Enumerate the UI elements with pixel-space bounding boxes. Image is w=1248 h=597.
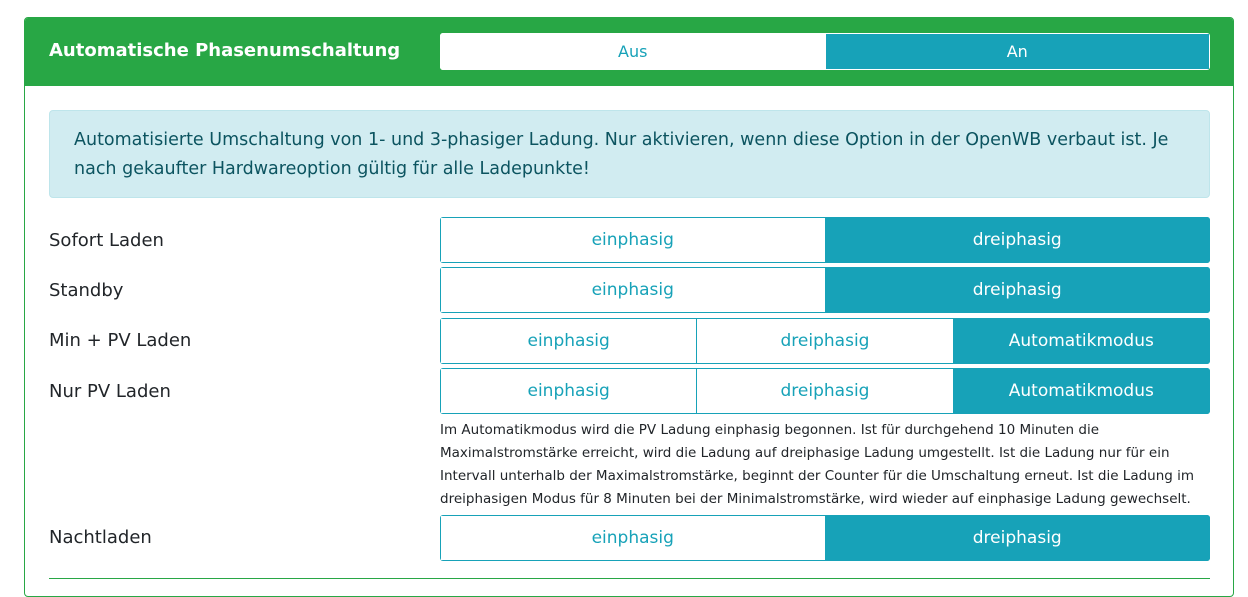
- sofort-dreiphasig-button[interactable]: dreiphasig: [826, 217, 1211, 263]
- info-alert: Automatisierte Umschaltung von 1- und 3-phasiger Ladung. Nur aktivieren, wenn diese Option in der OpenWB verbaut ist. Je nach gekaufter Hardwareoption gültig für alle Ladepunkte!: [49, 110, 1210, 198]
- sofort-laden-options: [440, 217, 1210, 263]
- nacht-dreiphasig-button[interactable]: dreiphasig: [826, 515, 1211, 561]
- card-title: Automatische Phasenumschaltung: [49, 40, 401, 61]
- nachtladen-options: [440, 515, 1210, 561]
- nachtladen-label: Nachtladen: [49, 527, 152, 548]
- minpv-einphasig-button[interactable]: einphasig: [440, 318, 697, 364]
- nurpv-dreiphasig-button[interactable]: dreiphasig: [697, 368, 953, 414]
- nur-pv-laden-label: Nur PV Laden: [49, 381, 171, 402]
- toggle-off-button[interactable]: Aus: [440, 33, 826, 70]
- min-pv-laden-options: [440, 318, 1210, 364]
- nur-pv-laden-options: [440, 368, 1210, 414]
- nurpv-einphasig-button[interactable]: einphasig: [440, 368, 697, 414]
- nurpv-automatikmodus-button[interactable]: Automatikmodus: [954, 368, 1210, 414]
- standby-dreiphasig-button[interactable]: dreiphasig: [826, 267, 1211, 313]
- phase-switch-toggle: [440, 33, 1210, 70]
- toggle-on-button[interactable]: An: [826, 33, 1211, 70]
- sofort-einphasig-button[interactable]: einphasig: [440, 217, 826, 263]
- phase-switch-card: [24, 17, 1234, 597]
- minpv-automatikmodus-button[interactable]: Automatikmodus: [954, 318, 1210, 364]
- sofort-laden-label: Sofort Laden: [49, 230, 164, 251]
- standby-einphasig-button[interactable]: einphasig: [440, 267, 826, 313]
- section-divider: [49, 578, 1210, 579]
- card-header: [25, 18, 1233, 86]
- automatik-help-text: Im Automatikmodus wird die PV Ladung einphasig begonnen. Ist für durchgehend 10 Minuten die Maximalstromstärke erreicht, wird die Ladung auf dreiphasige Ladung umgestellt. Ist die Ladung nur für ein Intervall unterhalb der Maximalstromstärke, beginnt der Counter für die Umschaltung erneut. Ist die Ladung im dreiphasigen Modus für 8 Minuten bei der Minimalstromstärke, wird wieder auf einphasige Ladung gewechselt.: [440, 422, 1195, 507]
- nacht-einphasig-button[interactable]: einphasig: [440, 515, 826, 561]
- min-pv-laden-label: Min + PV Laden: [49, 330, 192, 351]
- minpv-dreiphasig-button[interactable]: dreiphasig: [697, 318, 953, 364]
- standby-options: [440, 267, 1210, 313]
- standby-label: Standby: [49, 280, 124, 301]
